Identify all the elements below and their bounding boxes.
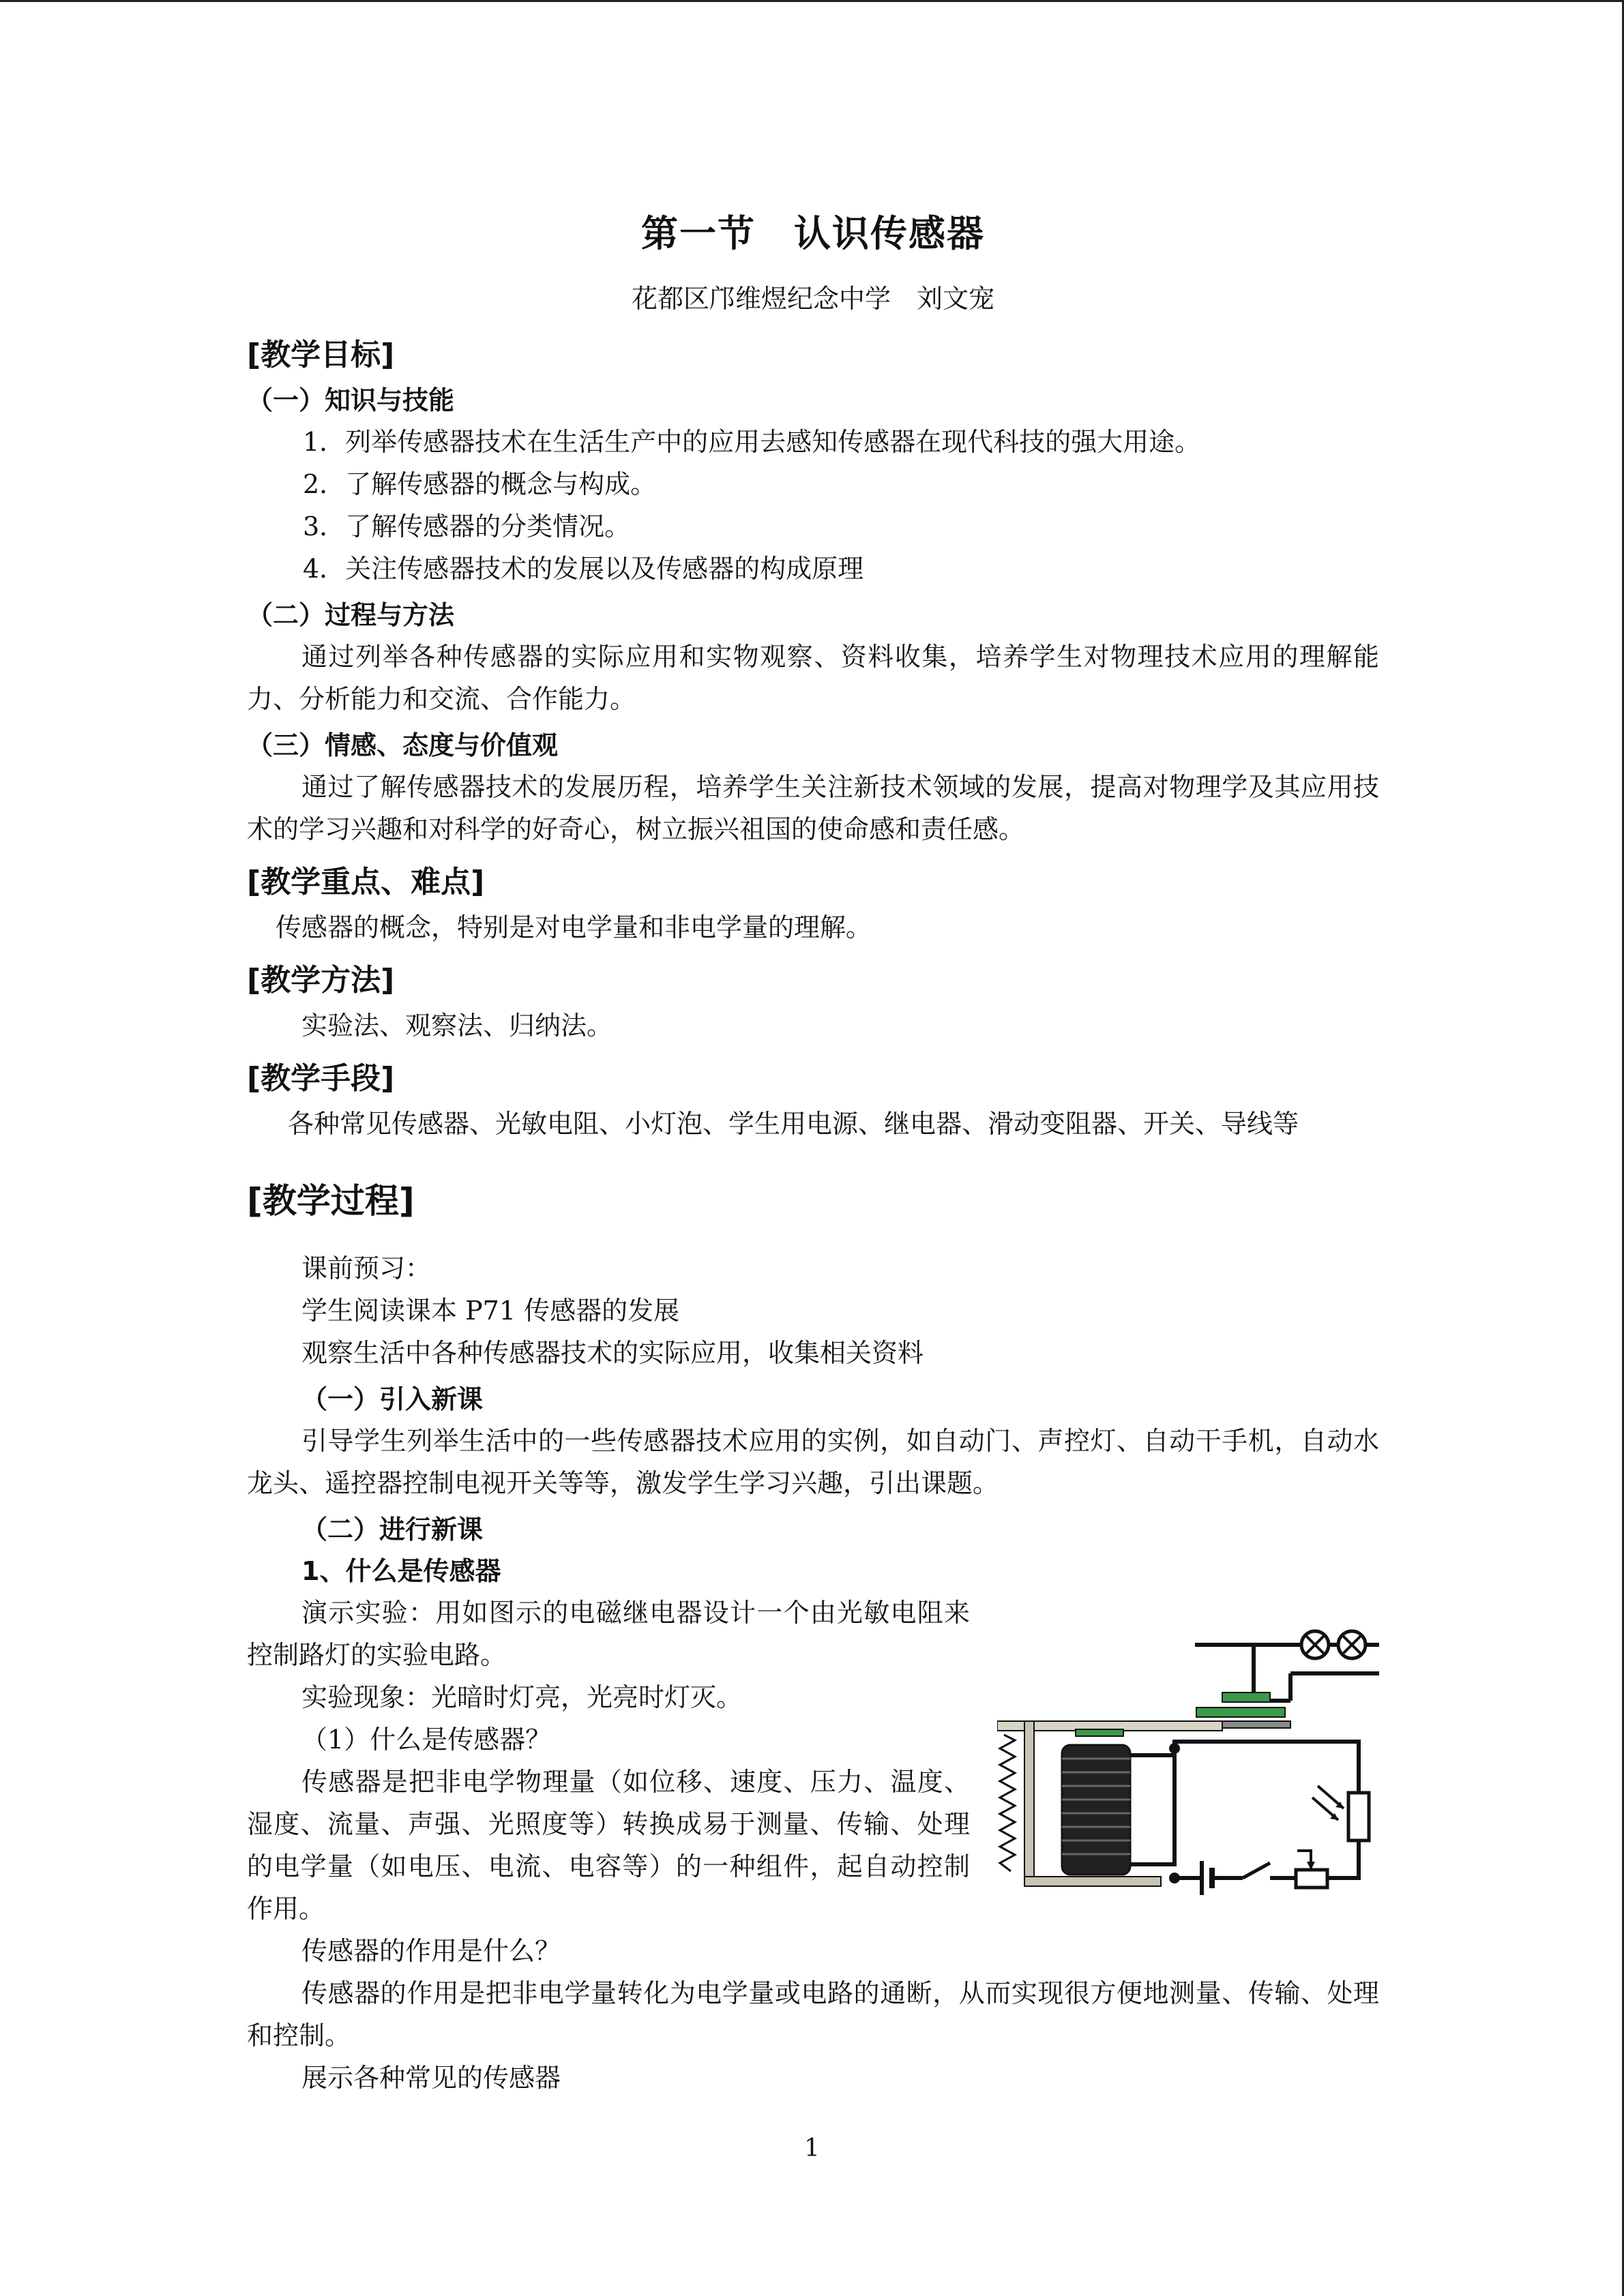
objectives-heading: [教学目标] <box>247 338 395 372</box>
sensor-function: 传感器的作用是把非电学量转化为电学量或电路的通断，从而实现很方便地测量、传输、处理和控制。 <box>247 1978 1379 2051</box>
page-number: 1 <box>804 2134 820 2162</box>
demo-block <box>247 1592 1379 1930</box>
page-title: 第一节 认识传感器 <box>641 212 985 255</box>
show-sensors: 展示各种常见的传感器 <box>301 2063 561 2093</box>
key-points-heading: [教学重点、难点] <box>247 865 485 899</box>
methods-heading: [教学方法] <box>247 963 395 998</box>
author-line: 花都区邝维煜纪念中学 刘文宠 <box>631 284 994 314</box>
demo-text-column <box>247 1592 970 1930</box>
relay-coil <box>1062 1745 1130 1875</box>
intro-heading: （一）引入新课 <box>301 1384 484 1414</box>
question-1: （1）什么是传感器？ <box>301 1725 552 1755</box>
lamp-icon <box>1301 1631 1329 1658</box>
page-border-top <box>0 0 1624 2</box>
process-method-heading: （二）过程与方法 <box>247 600 455 630</box>
document-content <box>247 205 1379 2099</box>
knowledge-item-4: 4．关注传感器技术的发展以及传感器的构成原理 <box>303 554 864 584</box>
methods-text: 实验法、观察法、归纳法。 <box>301 1011 613 1041</box>
rheostat-icon <box>1296 1851 1327 1888</box>
preview-item-2: 观察生活中各种传感器技术的实际应用，收集相关资料 <box>301 1338 924 1368</box>
what-is-sensor-heading: 1、什么是传感器 <box>301 1556 501 1586</box>
preview-item-1: 学生阅读课本 P71 传感器的发展 <box>301 1296 680 1326</box>
lamp-icon <box>1338 1631 1365 1658</box>
new-lesson-heading: （二）进行新课 <box>301 1515 484 1545</box>
photoresistor-icon <box>1312 1786 1369 1840</box>
knowledge-item-3: 3．了解传感器的分类情况。 <box>303 511 631 541</box>
means-text: 各种常见传感器、光敏电阻、小灯泡、学生用电源、继电器、滑动变阻器、开关、导线等 <box>288 1109 1299 1139</box>
preview-label: 课前预习： <box>301 1253 432 1283</box>
key-points-text: 传感器的概念，特别是对电学量和非电学量的理解。 <box>276 912 872 942</box>
intro-text: 引导学生列举生活中的一些传感器技术应用的实例，如自动门、声控灯、自动干手机，自动水龙头、遥控器控制电视开关等等，激发学生学习兴趣，引出课题。 <box>247 1426 1379 1498</box>
process-method-text: 通过列举各种传感器的实际应用和实物观察、资料收集，培养学生对物理技术应用的理解能力、分析能力和交流、合作能力。 <box>247 642 1379 714</box>
spring-icon <box>1000 1735 1015 1871</box>
question-2: 传感器的作用是什么？ <box>301 1936 561 1966</box>
attitude-text: 通过了解传感器技术的发展历程，培养学生关注新技术领域的发展，提高对物理学及其应用技术的学习兴趣和对科学的好奇心，树立振兴祖国的使命感和责任感。 <box>247 772 1379 844</box>
means-heading: [教学手段] <box>247 1061 395 1096</box>
knowledge-item-1: 1．列举传感器技术在生活生产中的应用去感知传感器在现代科技的强大用途。 <box>303 427 1201 457</box>
demo-text: 演示实验：用如图示的电磁继电器设计一个由光敏电阻来控制路灯的实验电路。 <box>247 1598 970 1670</box>
sensor-definition: 传感器是把非电学物理量（如位移、速度、压力、温度、湿度、流量、声强、光照度等）转换成易于测量、传输、处理的电学量（如电压、电流、电容等）的一种组件，起自动控制作用。 <box>247 1767 970 1924</box>
knowledge-item-2: 2．了解传感器的概念与构成。 <box>303 469 657 499</box>
teaching-process-heading: [教学过程] <box>247 1181 415 1221</box>
attitude-heading: （三）情感、态度与价值观 <box>247 730 559 760</box>
relay-circuit-figure <box>997 1619 1379 1905</box>
knowledge-heading: （一）知识与技能 <box>247 385 455 415</box>
phenomenon-text: 实验现象：光暗时灯亮，光亮时灯灭。 <box>301 1682 743 1712</box>
